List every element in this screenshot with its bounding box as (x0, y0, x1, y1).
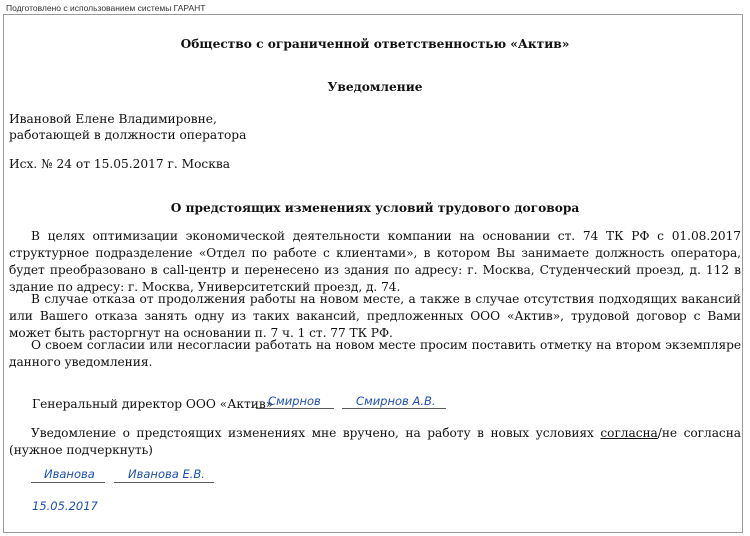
acknowledgement-text (9, 425, 741, 459)
sign-date: 15.05.2017 (32, 499, 98, 513)
paragraph-2: В случае отказа от продолжения работы на новом месте, а также в случае отсутствия подходящих вакансий или Вашего отказа занять одну из таких вакансий, предложенных ООО «Актив», трудовой договор с Вами может быть расторгнут на основании п. 7 ч. 1 ст. 77 ТК РФ. (9, 292, 741, 340)
ack-text-part1: Уведомление о предстоящих изменениях мне вручено, на работу в новых условиях (31, 426, 601, 440)
paragraph-3: О своем согласии или несогласии работать на новом месте просим поставить отметку на втором экземпляре данного уведомления. (9, 338, 741, 369)
employee-name: Иванова Е.В. (128, 467, 205, 481)
ack-text-part2: /не согласна (нужное подчеркнуть) (9, 426, 741, 457)
director-title: Генеральный директор ООО «Актив» (32, 397, 274, 411)
outgoing-reference: Исх. № 24 от 15.05.2017 г. Москва (9, 157, 230, 171)
director-name: Смирнов А.В. (356, 394, 436, 408)
employee-signature: Иванова (44, 467, 95, 481)
garant-note: Подготовлено с использованием системы ГАРАНТ (6, 3, 206, 13)
subject-heading: О предстоящих изменениях условий трудового договора (170, 201, 580, 215)
ack-agree-underlined: согласна (600, 426, 658, 440)
document-type: Уведомление (327, 80, 423, 94)
paragraph-1: В целях оптимизации экономической деятельности компании на основании ст. 74 ТК РФ с 01.08.2017 структурное подразделение «Отдел по работе с клиентами», в котором Вы занимаете должность оператора, будет преобразовано в call-центр и перенесено из здания по адресу: г. Москва, Студенческий проезд, д. 112 в здание по адресу: г. Москва, Университетский проезд, д. 74. (9, 229, 741, 294)
organization-title: Общество с ограниченной ответственностью «Актив» (180, 37, 570, 51)
addressee-line-2: работающей в должности оператора (9, 128, 247, 142)
addressee-line-1: Ивановой Елене Владимировне, (9, 112, 217, 126)
director-signature: Смирнов (268, 394, 321, 408)
